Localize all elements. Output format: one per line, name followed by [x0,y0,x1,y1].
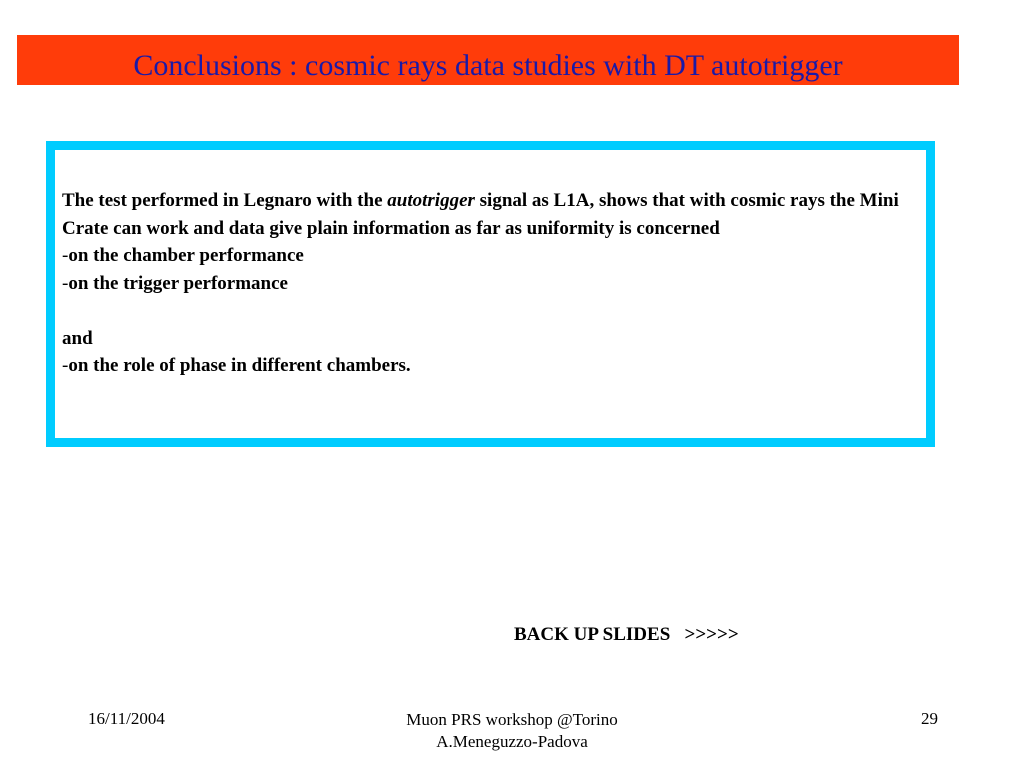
dash-marker: - [62,245,69,266]
footer-event: Muon PRS workshop @Torino [406,710,618,729]
footer-center [362,709,662,753]
backup-slides-link[interactable]: BACK UP SLIDES >>>>> [514,624,739,645]
bullet-chamber-performance: on the chamber performance [68,245,304,266]
page-number: 29 [921,709,938,728]
slide-title: Conclusions : cosmic rays data studies with DT autotrigger [133,49,843,82]
intro-paragraph [62,187,902,242]
bullet-phase-role: on the role of phase in different chambers. [68,355,411,376]
intro-text-after: signal as L1A, shows that with cosmic rays the Mini Crate can work and data give plain information as far as uniformity is concerned [62,190,899,239]
dash-marker: - [62,355,69,376]
dash-marker: - [62,272,69,294]
bullet-trigger-performance: on the trigger performance [68,272,288,294]
footer-author: A.Meneguzzo-Padova [436,732,588,751]
blank-line [62,297,902,325]
footer-date: 16/11/2004 [88,709,165,728]
and-text: and [62,327,93,349]
bullet-item [62,352,902,380]
bullet-item [62,270,902,298]
intro-emphasis: autotrigger [387,190,475,211]
content-text [62,187,902,380]
intro-text-before: The test performed in Legnaro with the [62,190,388,211]
bullet-item [62,242,902,270]
